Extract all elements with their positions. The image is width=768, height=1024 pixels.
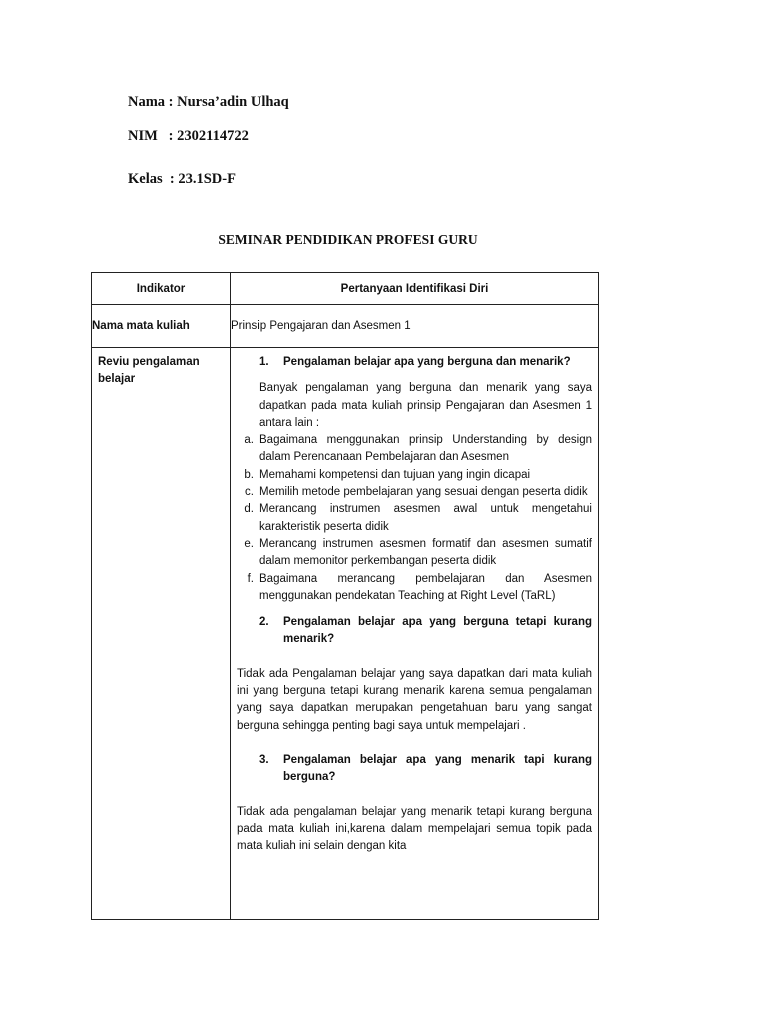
question-2-text: Pengalaman belajar apa yang berguna tetapi kurang menarik? xyxy=(283,616,592,646)
answer-1-intro: Banyak pengalaman yang berguna dan menarik yang saya dapatkan pada mata kuliah prinsip Pengajaran dan Asesmen 1 antara lain : xyxy=(259,382,592,429)
reflection-table xyxy=(91,272,599,920)
question-2 xyxy=(259,614,592,649)
list-item xyxy=(237,501,592,536)
row-label-mata-kuliah: Nama mata kuliah xyxy=(92,305,231,348)
question-3-number: 3. xyxy=(259,753,269,766)
question-3-text: Pengalaman belajar apa yang menarik tapi kurang berguna? xyxy=(283,753,592,784)
list-item-text: Bagaimana menggunakan prinsip Understanding by design dalam Perencanaan Pembelajaran dan Asesmen xyxy=(259,434,592,464)
table-row xyxy=(92,348,599,920)
question-1 xyxy=(259,354,592,371)
list-item xyxy=(237,484,592,501)
list-item xyxy=(237,467,592,484)
header-pertanyaan: Pertanyaan Identifikasi Diri xyxy=(231,273,599,305)
list-item-letter: a. xyxy=(244,434,254,447)
list-item xyxy=(237,571,592,606)
document-title: SEMINAR PENDIDIKAN PROFESI GURU xyxy=(218,232,478,247)
table-row xyxy=(92,305,599,348)
list-item-text: Merancang instrumen asesmen awal untuk mengetahui karakteristik peserta didik xyxy=(259,503,592,533)
list-item-letter: f. xyxy=(247,572,254,585)
header-indikator: Indikator xyxy=(92,273,231,305)
question-3 xyxy=(259,752,592,787)
student-name: Nama : Nursa’adin Ulhaq xyxy=(128,94,289,110)
list-item-text: Memilih metode pembelajaran yang sesuai dengan peserta didik xyxy=(259,486,588,499)
answer-1-list xyxy=(237,432,592,605)
table-header-row xyxy=(92,273,599,305)
row-value-mata-kuliah: Prinsip Pengajaran dan Asesmen 1 xyxy=(231,305,599,348)
reviu-label-text: Reviu pengalaman belajar xyxy=(98,356,200,386)
reviu-content-cell xyxy=(231,348,599,920)
student-class: Kelas : 23.1SD-F xyxy=(128,171,236,187)
row-label-reviu xyxy=(92,348,231,920)
list-item-letter: b. xyxy=(244,468,254,481)
student-nim: NIM : 2302114722 xyxy=(128,128,249,144)
question-2-number: 2. xyxy=(259,616,269,629)
list-item-letter: e. xyxy=(244,537,254,550)
list-item xyxy=(237,536,592,571)
question-1-number: 1. xyxy=(259,356,269,368)
list-item-text: Merancang instrumen asesmen formatif dan asesmen sumatif dalam memonitor perkembangan peserta didik xyxy=(259,537,592,568)
list-item-letter: d. xyxy=(244,503,254,516)
list-item-letter: c. xyxy=(245,486,254,499)
question-1-text: Pengalaman belajar apa yang berguna dan menarik? xyxy=(283,356,571,368)
list-item-text: Bagaimana merancang pembelajaran dan Asesmen menggunakan pendekatan Teaching at Right Level (TaRL) xyxy=(259,572,592,602)
list-item-text: Memahami kompetensi dan tujuan yang ingin dicapai xyxy=(259,468,531,481)
answer-3: Tidak ada pengalaman belajar yang menarik tetapi kurang berguna pada mata kuliah ini,karena dalam mempelajari semua topik pada mata kuliah ini selain dengan kita xyxy=(237,805,592,853)
answer-2: Tidak ada Pengalaman belajar yang saya dapatkan dari mata kuliah ini yang berguna tetapi kurang menarik karena semua pengalaman yang saya dapatkan merupakan pengetahuan baru yang sangat berguna sehingga penting bagi saya untuk mempelajari . xyxy=(237,667,592,732)
list-item xyxy=(237,432,592,467)
